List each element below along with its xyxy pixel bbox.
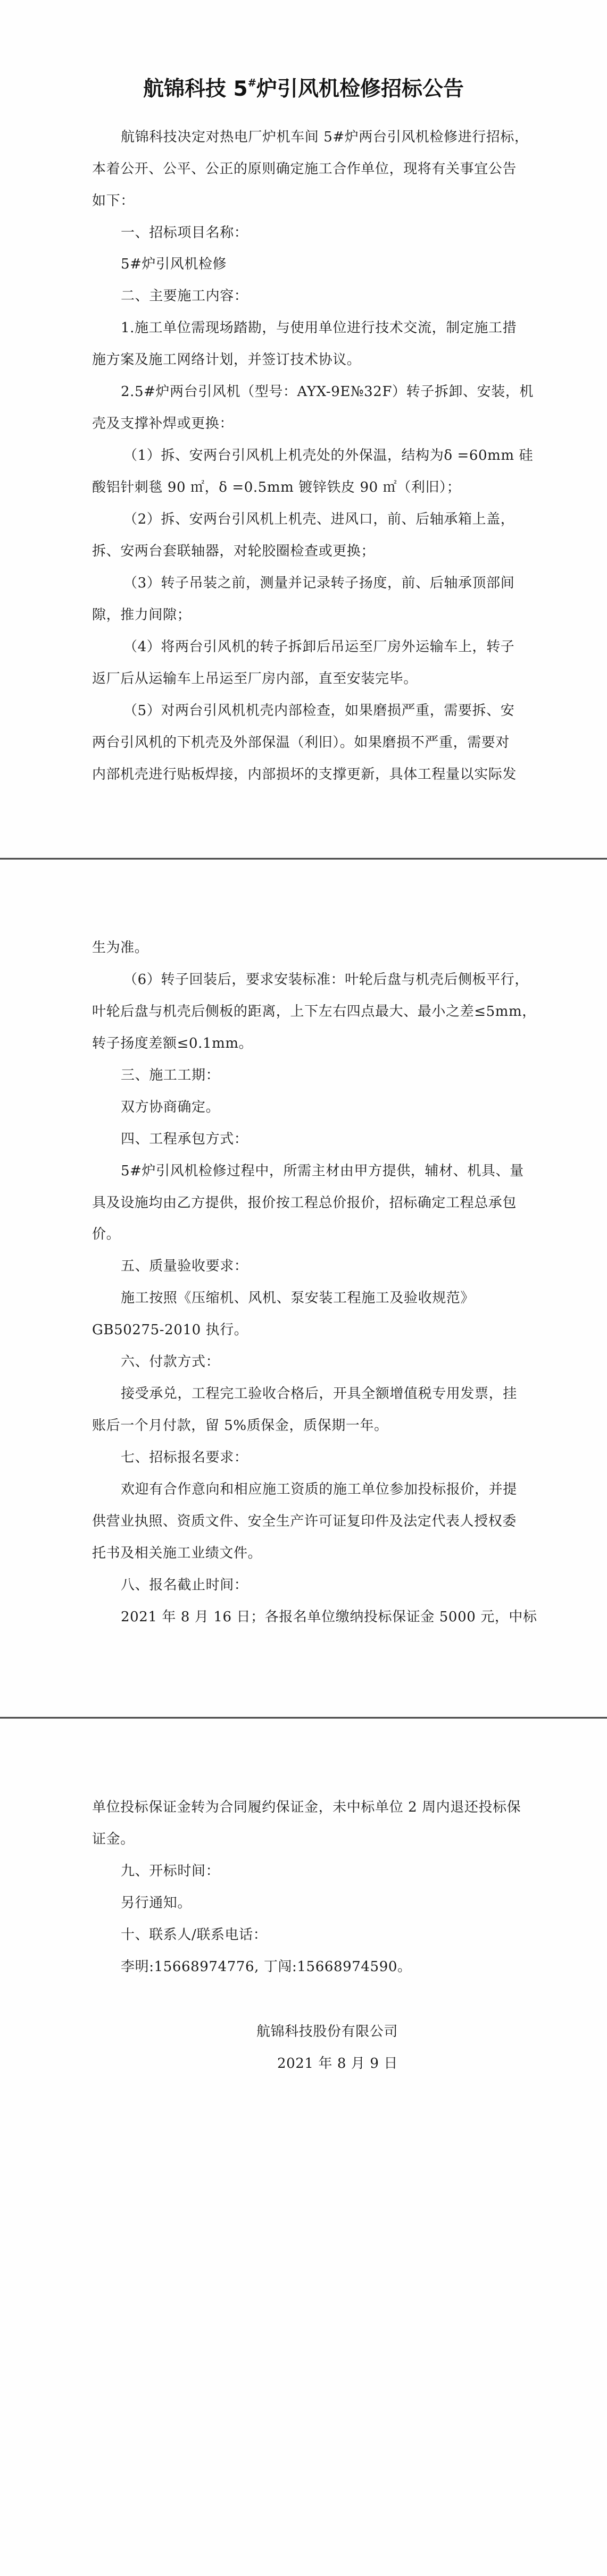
text-line: 供营业执照、资质文件、安全生产许可证复印件及法定代表人授权委 [92,1513,517,1529]
text-line: （3）转子吊装之前，测量并记录转子扬度，前、后轴承顶部间 [123,575,515,591]
text-line: 价。 [92,1226,121,1242]
title-superscript: # [247,77,257,89]
text-line: 壳及支撑补焊或更换： [92,416,234,432]
text-line: 五、质量验收要求： [121,1258,248,1274]
text-line: 返厂后从运输车上吊运至厂房内部，直至安装完毕。 [92,671,418,687]
text-line: 5#炉引风机检修 [121,256,227,272]
text-line: 施工按照《压缩机、风机、泵安装工程施工及验收规范》 [121,1290,475,1306]
text-line: 接受承兑，工程完工验收合格后，开具全额增值税专用发票，挂 [121,1386,517,1402]
text-line: （1）拆、安两台引风机上机壳处的外保温，结构为δ =60mm 硅 [123,448,534,464]
text-line: 如下： [92,193,135,209]
text-line: 隙，推力间隙； [92,607,192,623]
text-line: 内部机壳进行贴板焊接，内部损坏的支撑更新，具体工程量以实际发 [92,767,517,782]
text-line: （6）转子回装后，要求安装标准：叶轮后盘与机壳后侧板平行， [123,972,529,988]
text-line: （4）将两台引风机的转子拆卸后吊运至厂房外运输车上，转子 [123,639,515,655]
text-line: 双方协商确定。 [121,1099,220,1115]
text-line: 四、工程承包方式： [121,1131,248,1147]
text-line: 另行通知。 [121,1895,192,1911]
text-line: 一、招标项目名称： [121,225,248,241]
text-line: 单位投标保证金转为合同履约保证金，未中标单位 2 周内退还投标保 [92,1799,521,1815]
text-line: 二、主要施工内容： [121,288,248,304]
text-line: 证金。 [92,1831,135,1847]
text-line: （5）对两台引风机机壳内部检查，如果磨损严重，需要拆、安 [123,703,515,719]
title-text-post: 炉引风机检修招标公告 [256,77,464,101]
text-line: 九、开标时间： [121,1863,220,1879]
text-line: 2021 年 8 月 16 日；各报名单位缴纳投标保证金 5000 元，中标 [121,1609,537,1625]
text-line: 托书及相关施工业绩文件。 [92,1545,262,1561]
page-separator [0,857,607,860]
text-line: 转子扬度差额≤0.1mm。 [92,1036,253,1051]
text-line: 生为准。 [92,940,149,956]
text-line: 1.施工单位需现场踏勘，与使用单位进行技术交流，制定施工措 [121,320,517,336]
page-separator [0,1716,607,1719]
document-title [0,75,607,103]
text-line: 七、招标报名要求： [121,1450,248,1466]
text-line: 欢迎有合作意向和相应施工资质的施工单位参加投标报价，并提 [121,1481,517,1497]
signature-date: 2021 年 8 月 9 日 [277,2056,398,2072]
text-line: 账后一个月付款，留 5%质保金，质保期一年。 [92,1418,388,1434]
title-text-pre: 航锦科技 5 [143,77,248,101]
text-line: 两台引风机的下机壳及外部保温（利旧）。如果磨损不严重，需要对 [92,735,510,751]
text-line: GB50275-2010 执行。 [92,1322,248,1338]
text-line: 本着公开、公平、公正的原则确定施工合作单位，现将有关事宜公告 [92,161,517,177]
text-line: 六、付款方式： [121,1354,220,1370]
text-line: 5#炉引风机检修过程中，所需主材由甲方提供，辅材、机具、量 [121,1163,524,1179]
signature-company: 航锦科技股份有限公司 [256,2024,398,2040]
text-line: 酸铝针刺毯 90 ㎡，δ =0.5mm 镀锌铁皮 90 ㎡（利旧）； [92,479,461,495]
text-line: 十、联系人/联系电话： [121,1927,268,1943]
text-line: 八、报名截止时间： [121,1577,248,1593]
text-line: 李明:15668974776, 丁闯:15668974590。 [121,1959,412,1975]
text-line: 拆、安两台套联轴器，对轮胶圈检查或更换； [92,543,376,559]
text-line: 施方案及施工网络计划，并签订技术协议。 [92,352,361,368]
text-line: 三、施工工期： [121,1067,220,1083]
text-line: 2.5#炉两台引风机（型号：AYX-9E№32F）转子拆卸、安装，机 [121,384,534,400]
text-line: 叶轮后盘与机壳后侧板的距离，上下左右四点最大、最小之差≤5mm， [92,1004,536,1020]
text-line: 航锦科技决定对热电厂炉机车间 5#炉两台引风机检修进行招标， [121,129,529,145]
text-line: （2）拆、安两台引风机上机壳、进风口，前、后轴承箱上盖， [123,511,515,527]
text-line: 具及设施均由乙方提供，报价按工程总价报价，招标确定工程总承包 [92,1195,517,1211]
